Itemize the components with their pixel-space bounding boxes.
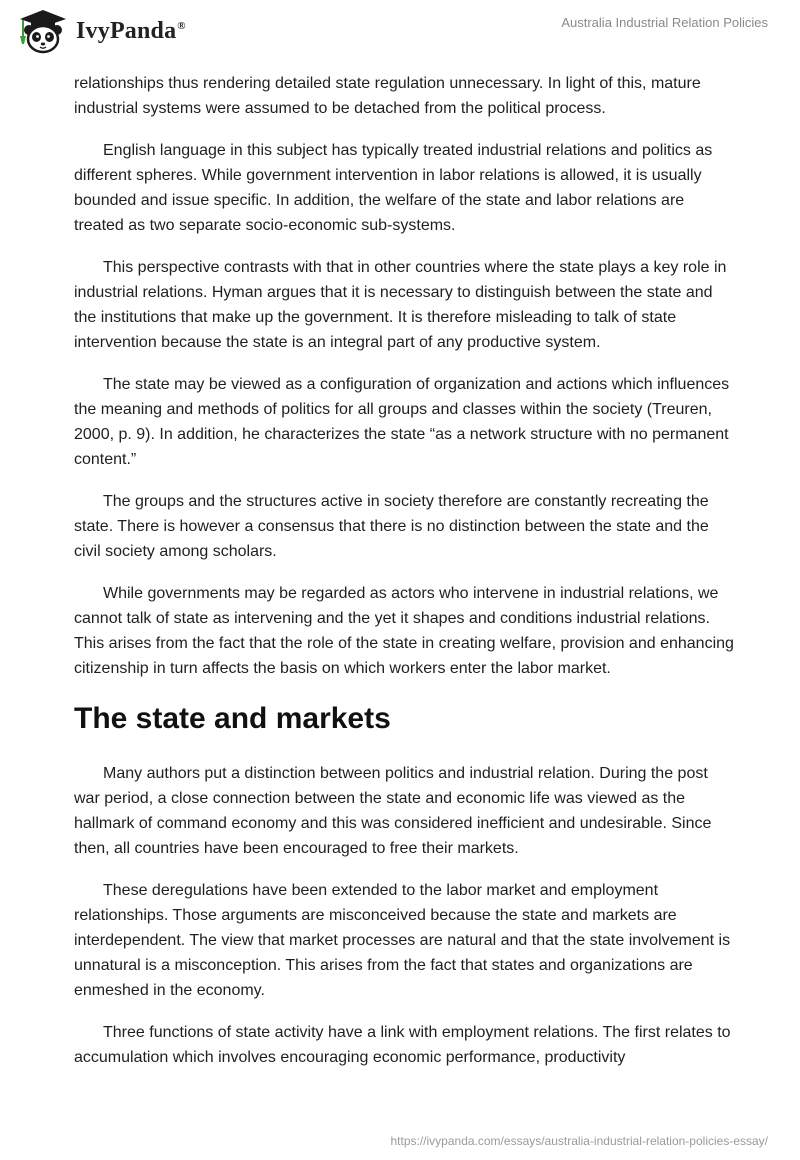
page-header <box>0 0 800 70</box>
source-url-link[interactable]: https://ivypanda.com/essays/australia-industrial-relation-policies-essay/ <box>390 1134 768 1148</box>
paragraph: The groups and the structures active in society therefore are constantly recreating the state. There is however a consensus that there is no distinction between the state and the civil society among scholars. <box>74 493 709 560</box>
document-title: Australia Industrial Relation Policies <box>561 15 768 30</box>
paragraph: This perspective contrasts with that in other countries where the state plays a key role in industrial relations. Hyman argues that it is necessary to distinguish between the state and the institutions that make up the government. It is therefore misleading to talk of state intervention because the state is an integral part of any productive system. <box>74 259 727 351</box>
registered-mark: ® <box>177 19 186 32</box>
paragraph: The state may be viewed as a configuration of organization and actions which influences the meaning and methods of politics for all groups and classes within the society (Treuren, 2000, p. 9). In addition, he characterizes the state “as a network structure with no permanent content.” <box>74 376 730 468</box>
ivypanda-logo[interactable] <box>14 8 186 54</box>
paragraph: English language in this subject has typically treated industrial relations and politics as different spheres. While government intervention in labor relations is allowed, it is usually bounded and issue specific. In addition, the welfare of the state and labor relations are treated as two separate socio-economic sub-systems. <box>74 142 713 234</box>
panda-graduate-icon <box>14 8 72 54</box>
paragraph: Three functions of state activity have a link with employment relations. The first relates to accumulation which involves encouraging economic performance, productivity <box>74 1024 731 1066</box>
section-heading: The state and markets <box>74 702 391 735</box>
paragraph: These deregulations have been extended to the labor market and employment relationships. Those arguments are misconceived because the state and markets are interdependent. The view that market processes are natural and that the state involvement is unnatural is a misconception. This arises from the fact that states and organizations are enmeshed in the economy. <box>74 882 731 999</box>
paragraph: While governments may be regarded as actors who intervene in industrial relations, we cannot talk of state as intervening and the yet it shapes and conditions industrial relations. This arises from the fact that the role of the state in creating welfare, provision and enhancing citizenship in turn affects the basis on which workers enter the labor market. <box>74 585 734 677</box>
paragraph: relationships thus rendering detailed state regulation unnecessary. In light of this, mature industrial systems were assumed to be detached from the political process. <box>74 75 701 117</box>
logo-wordmark: IvyPanda® <box>76 17 186 44</box>
article-body <box>74 71 734 1087</box>
paragraph: Many authors put a distinction between politics and industrial relation. During the post war period, a close connection between the state and economic life was viewed as the hallmark of command economy and this was considered inefficient and undesirable. Since then, all countries have been encouraged to free their markets. <box>74 765 712 857</box>
